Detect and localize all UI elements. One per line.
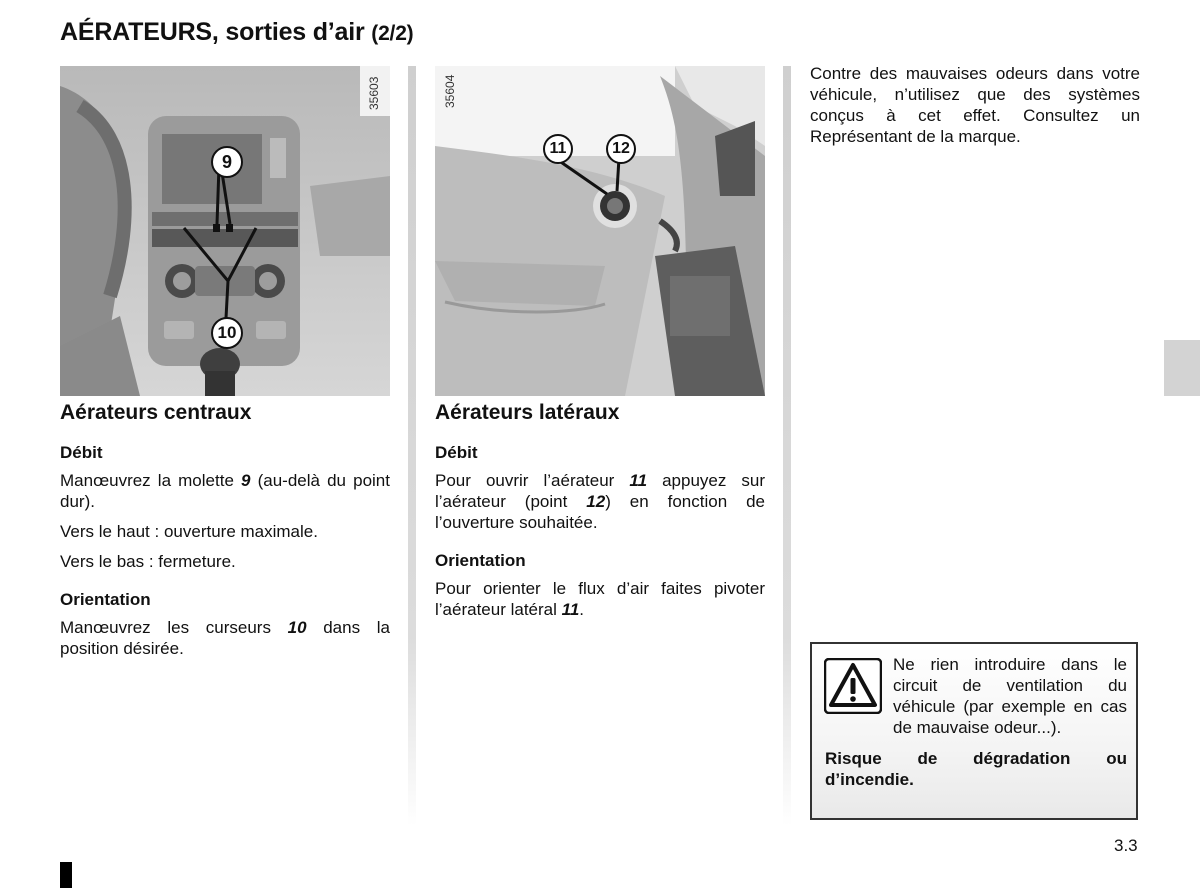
column-divider <box>408 66 416 826</box>
subheading-debit: Débit <box>60 443 103 462</box>
section-odors <box>810 63 1140 156</box>
chapter-tab <box>1164 340 1200 396</box>
paragraph: Vers le bas : fermeture. <box>60 552 236 571</box>
callout-12: 12 <box>606 134 636 164</box>
paragraph: Contre des mauvaises odeurs dans votre véhicule, n’utilisez que des systèmes conçus à cet effet. Consultez un Représentant de la marque. <box>810 64 1140 146</box>
callout-10: 10 <box>211 317 243 349</box>
warning-risk: Risque de dégradation ou d’incendie. <box>825 749 1127 789</box>
figure-code: 35603 <box>367 76 381 110</box>
callout-11: 11 <box>543 134 573 164</box>
subheading-debit: Débit <box>435 443 478 462</box>
warning-box <box>810 642 1138 820</box>
figure-code: 35604 <box>443 74 457 108</box>
section-central-vents <box>60 402 390 668</box>
section-heading: Aérateurs centraux <box>60 401 252 424</box>
paragraph: Pour ouvrir l’aérateur 11 appuyez sur l’aérateur (point 12) en fonction de l’ouverture souhaitée. <box>435 471 765 532</box>
subheading-orientation: Orientation <box>435 551 526 570</box>
page-title: AÉRATEURS, sorties d’air (2/2) <box>60 18 414 46</box>
column-divider <box>783 66 791 826</box>
section-side-vents <box>435 402 765 629</box>
paragraph: Manœuvrez la molette 9 (au-delà du point dur). <box>60 471 390 511</box>
callout-9: 9 <box>211 146 243 178</box>
paragraph: Pour orienter le flux d’air faites pivoter l’aérateur latéral 11. <box>435 579 765 619</box>
page-number: 3.3 <box>1114 836 1138 855</box>
crop-mark <box>60 862 72 888</box>
section-heading: Aérateurs latéraux <box>435 401 620 424</box>
figure-central-vents <box>60 66 390 396</box>
paragraph: Manœuvrez les curseurs 10 dans la position désirée. <box>60 618 390 658</box>
warning-triangle-icon <box>824 658 882 714</box>
paragraph: Vers le haut : ouverture maximale. <box>60 522 318 541</box>
subheading-orientation: Orientation <box>60 590 151 609</box>
figure-side-vents <box>435 66 765 396</box>
warning-text: Ne rien introduire dans le circuit de ventilation du véhicule (par exemple en cas de mauvaise odeur...). <box>893 655 1127 737</box>
